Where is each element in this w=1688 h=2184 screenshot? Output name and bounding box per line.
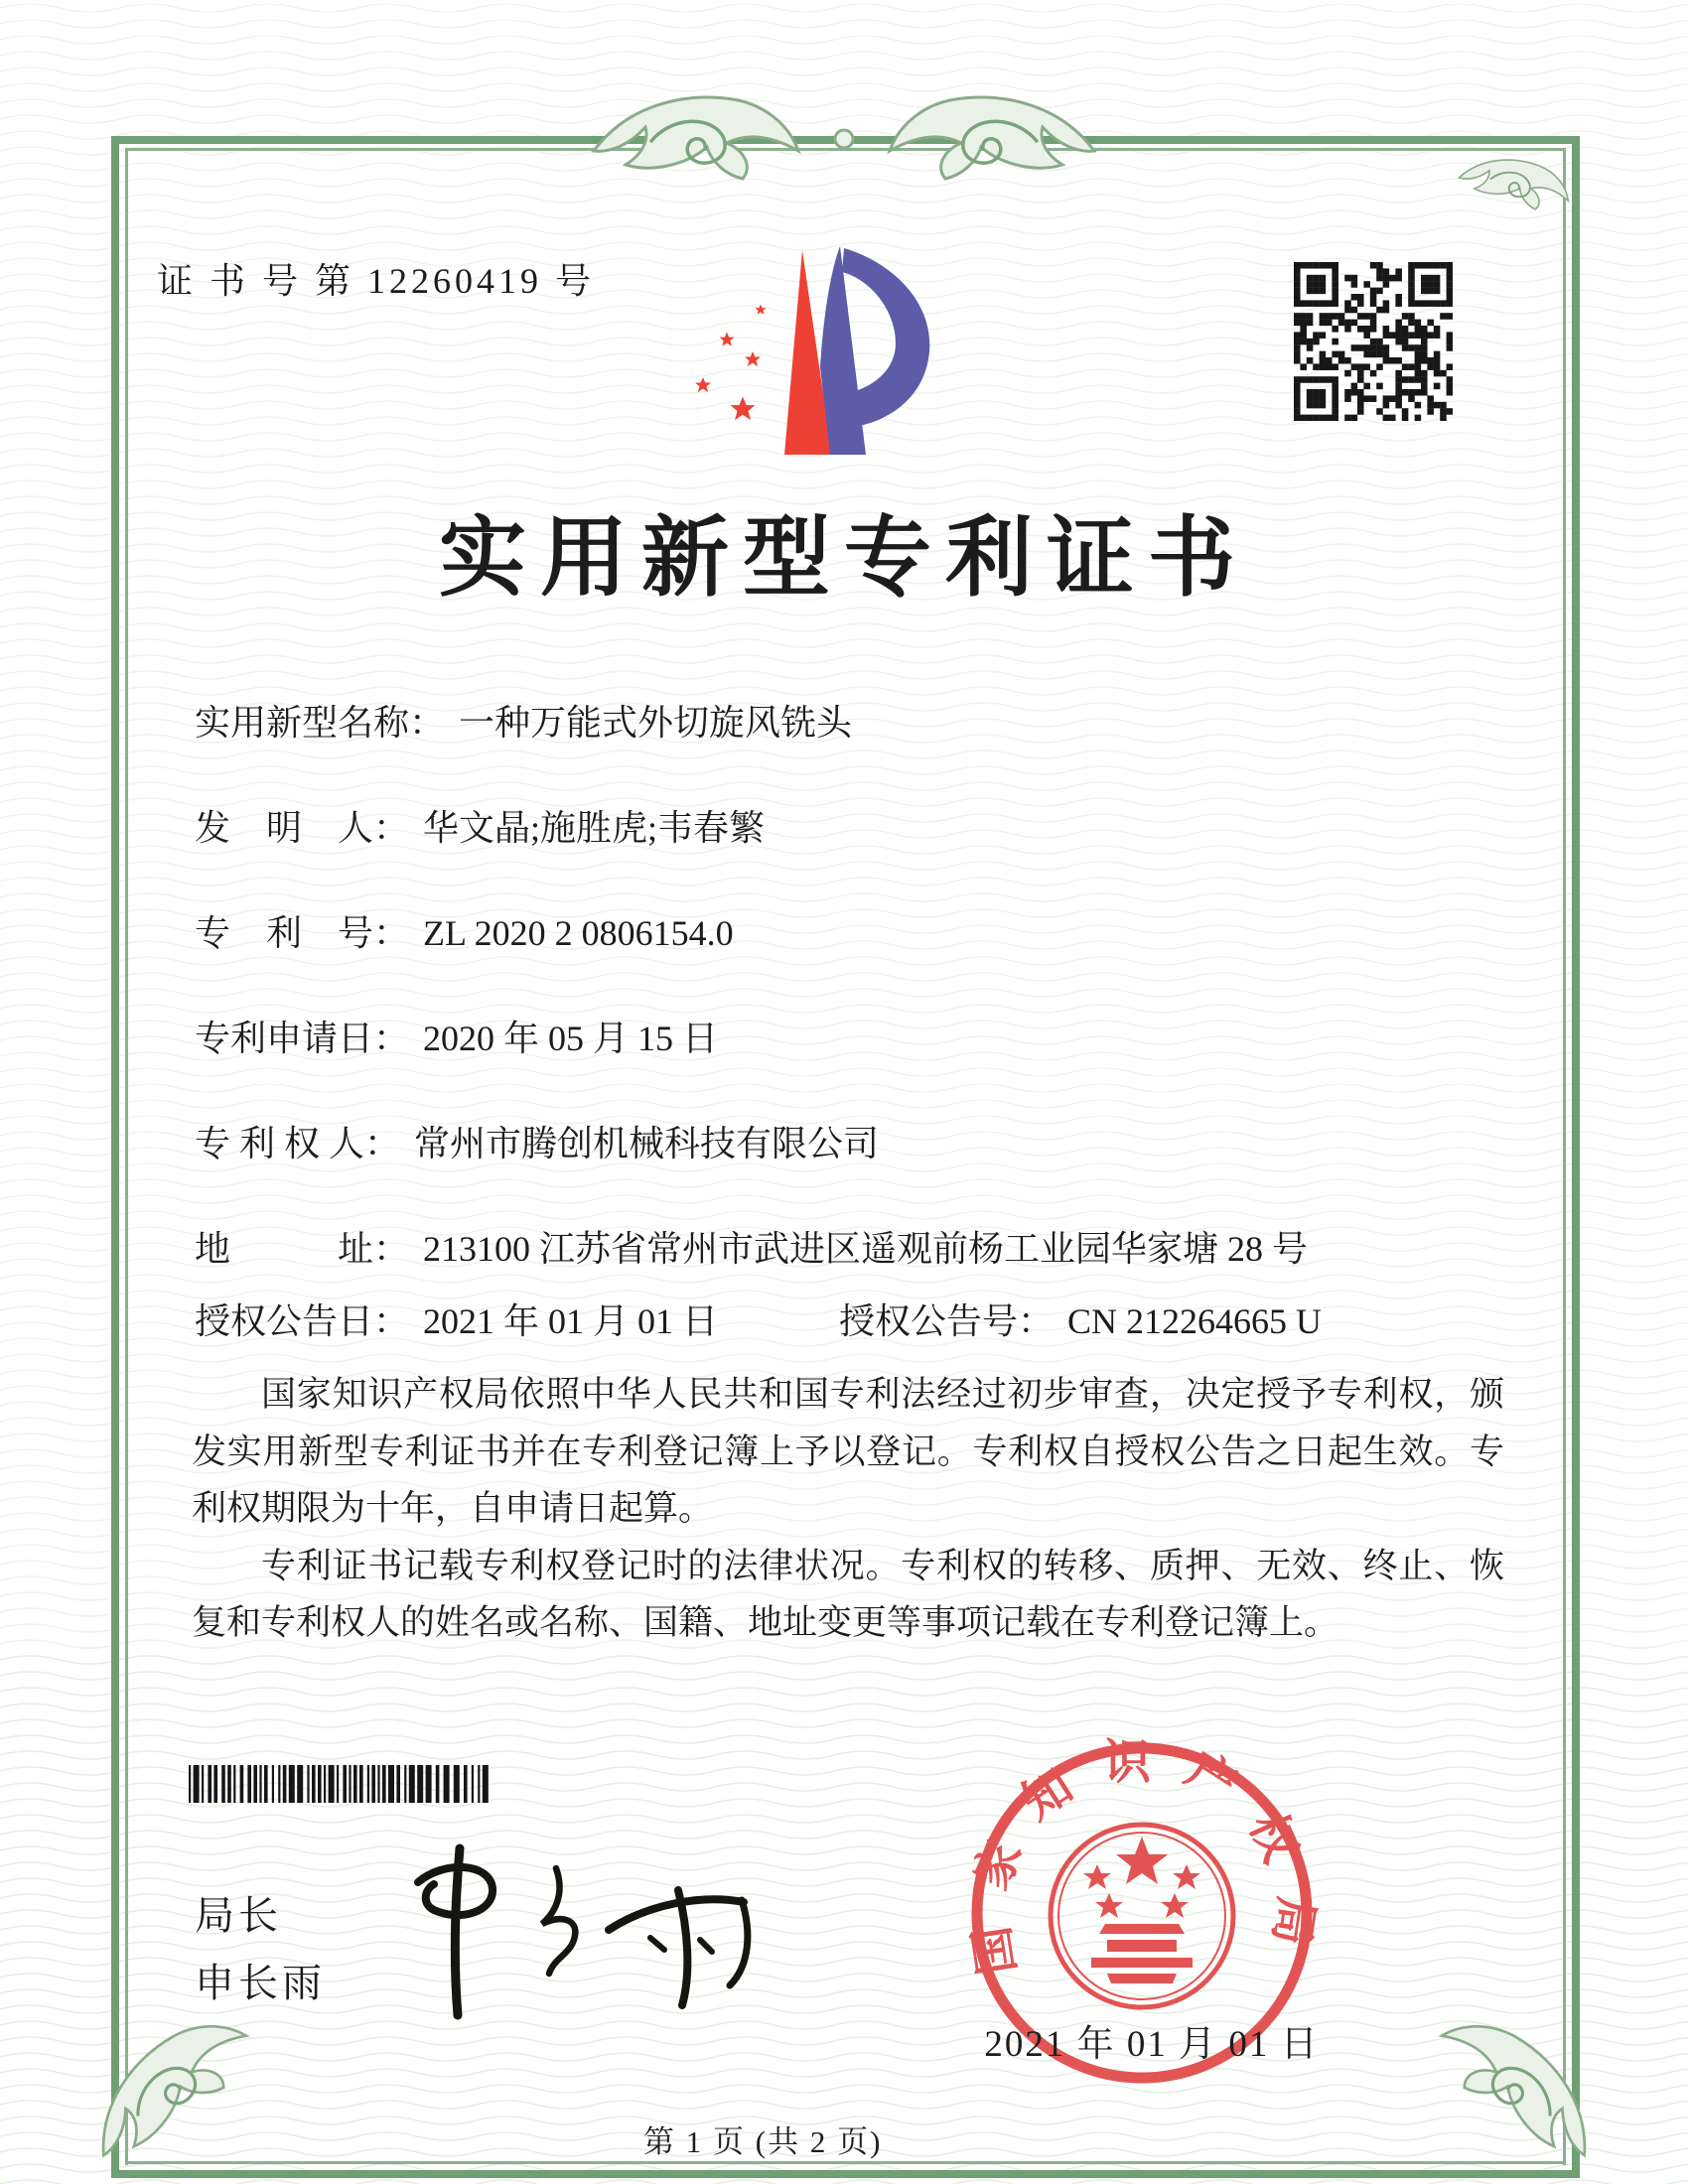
field-value: 2020 年 05 月 15 日: [423, 1019, 719, 1058]
border-left-inner: [125, 148, 128, 2165]
bottom-right-ornament: [1410, 1995, 1628, 2184]
field-inventors: [195, 800, 765, 851]
legal-paragraph-1: 国家知识产权局依照中华人民共和国专利法经过初步审查，决定授予专利权，颁发实用新型专利证书并在专利登记簿上予以登记。专利权自授权公告之日起生效。专利权期限为十年，自申请日起算。: [192, 1375, 1504, 1528]
field-filing-date: [195, 1011, 718, 1061]
field-value: 一种万能式外切旋风铣头: [459, 703, 853, 743]
bottom-left-ornament: [60, 1995, 278, 2184]
field-value: ZL 2020 2 0806154.0: [423, 913, 734, 953]
field-utility-model-name: [195, 695, 852, 746]
border-left-outer: [111, 136, 119, 2177]
top-right-ornament: [1450, 149, 1579, 218]
field-patentee: [195, 1116, 879, 1166]
field-value: 213100 江苏省常州市武进区遥观前杨工业园华家塘 28 号: [423, 1229, 1309, 1269]
field-value: 2021 年 01 月 01 日: [423, 1301, 719, 1341]
seal-ring-text: 国家知识产权局: [961, 1736, 1323, 1979]
field-label: 发 明 人：: [195, 808, 410, 848]
seal-date: 2021 年 01 月 01 日: [984, 2024, 1320, 2065]
field-label: 专利申请日：: [195, 1019, 410, 1058]
border-bottom-outer: [111, 2170, 1580, 2178]
field-value: CN 212264665 U: [1067, 1301, 1323, 1341]
border-bottom-inner: [125, 2161, 1566, 2164]
border-right-inner: [1563, 148, 1566, 2165]
signature-icon: [352, 1835, 770, 2038]
commissioner-name: 申长雨: [195, 1962, 326, 2005]
field-address: [195, 1221, 1308, 1272]
field-label: 实用新型名称：: [195, 703, 446, 743]
field-label: 专 利 号：: [195, 913, 410, 953]
legal-paragraph-2: 专利证书记载专利权登记时的法律状况。专利权的转移、质押、无效、终止、恢复和专利权人的姓名或名称、国籍、地址变更等事项记载在专利登记簿上。: [192, 1546, 1504, 1642]
certificate-number: 证 书 号 第 12260419 号: [157, 261, 596, 301]
field-patent-number: [195, 905, 734, 956]
barcode-icon: [189, 1765, 496, 1805]
border-right-outer: [1572, 136, 1580, 2177]
top-center-ornament: [541, 81, 1147, 191]
field-label: 专 利 权 人：: [195, 1124, 401, 1163]
page-footer: 第 1 页 (共 2 页): [643, 2124, 883, 2159]
field-value: 华文晶;施胜虎;韦春繁: [423, 808, 766, 848]
legal-text: [192, 1366, 1504, 1652]
field-grant-date: [195, 1294, 718, 1344]
field-grant-number: [839, 1294, 1322, 1344]
field-value: 常州市腾创机械科技有限公司: [414, 1124, 880, 1163]
cnipa-logo-icon: [635, 228, 943, 462]
commissioner-title: 局长: [195, 1894, 282, 1938]
qr-code-icon: [1294, 262, 1453, 421]
certificate-title: 实用新型专利证书: [438, 511, 1249, 608]
field-label: 地 址：: [195, 1229, 410, 1269]
field-label: 授权公告号：: [839, 1301, 1055, 1341]
field-label: 授权公告日：: [195, 1301, 410, 1341]
